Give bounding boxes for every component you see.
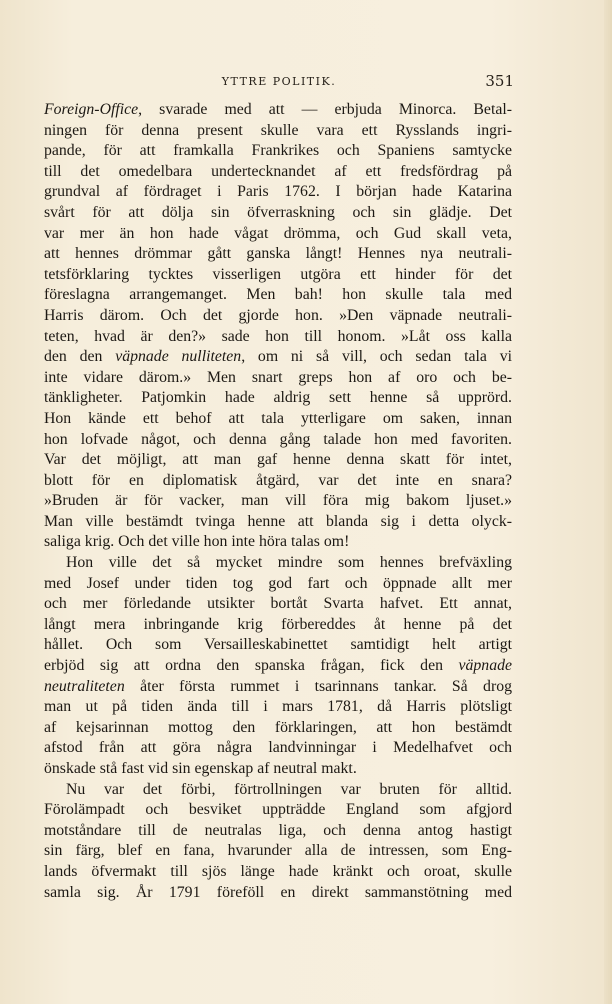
- text-line: [44, 780, 512, 801]
- text-segment: motståndare till de neutralas liga, och denna antog hastigt: [44, 821, 512, 839]
- text-segment: långt mera inbringande krig förbereddes åt henne på det: [44, 615, 512, 633]
- text-line: [44, 450, 512, 471]
- text-line: [44, 697, 512, 718]
- text-line: [44, 553, 512, 574]
- text-segment: afstod från att göra några landvinningar i Medelhafvet och: [44, 739, 512, 757]
- text-segment: föreslagna arrangemanget. Men bah! hon skulle tala med: [44, 286, 512, 304]
- text-line: [44, 574, 512, 595]
- text-line: [44, 862, 512, 883]
- text-line: [44, 203, 512, 224]
- text-line: [44, 635, 512, 656]
- text-line: [44, 656, 512, 677]
- text-segment: Harris därom. Och det gjorde hon. »Den väpnade neutrali-: [44, 306, 512, 324]
- text-line: [44, 883, 512, 904]
- text-segment: till det omedelbara undertecknandet af ett fredsfördrag på: [44, 162, 512, 180]
- running-title: YTTRE POLITIK.: [221, 75, 337, 88]
- text-line: [44, 430, 512, 451]
- text-line: [44, 368, 512, 389]
- text-line: [44, 718, 512, 739]
- text-line: [44, 512, 512, 533]
- text-segment: hållet. Och som Versailleskabinettet samtidigt helt artigt: [44, 636, 512, 654]
- text-line: [44, 677, 512, 698]
- text-segment: »Bruden är för vacker, man vill föra mig bakom ljuset.»: [44, 492, 512, 510]
- text-segment: ningen för denna present skulle vara ett Rysslands ingri-: [44, 121, 512, 139]
- text-line: [44, 182, 512, 203]
- text-segment: samla sig. År 1791 föreföll en direkt sammanstötning med: [44, 883, 512, 901]
- text-line: [44, 821, 512, 842]
- text-line: [44, 306, 512, 327]
- text-segment: tetsförklaring tycktes visserligen utgöra ett hinder för det: [44, 265, 512, 283]
- text-line: [44, 491, 512, 512]
- text-segment: var mer än hon hade vågat drömma, och Gud skall veta,: [44, 224, 512, 242]
- text-segment: Förolämpadt och besviket uppträdde England som afgjord: [44, 801, 512, 819]
- text-line: [44, 738, 512, 759]
- text-line: [44, 285, 512, 306]
- text-segment: sin färg, blef en fana, hvarunder alla de intressen, som Eng-: [44, 842, 512, 860]
- text-line: [44, 162, 512, 183]
- text-line: [44, 327, 512, 348]
- italic-segment: väpnade nulliteten: [115, 348, 242, 366]
- page-number: 351: [485, 72, 514, 90]
- text-line: [44, 800, 512, 821]
- text-line: [44, 388, 512, 409]
- page-header: [44, 72, 514, 92]
- text-segment: svårt för att dölja sin öfverraskning och sin glädje. Det: [44, 203, 512, 221]
- text-segment: teten, hvad är den?» sade hon till honom. »Låt oss kalla: [44, 327, 512, 345]
- text-line: [44, 100, 512, 121]
- text-segment: hon lofvade något, och denna gång talade hon med favoriten.: [44, 430, 512, 448]
- text-segment: , svarade med att — erbjuda Minorca. Betal-: [138, 101, 512, 118]
- text-line: [44, 265, 512, 286]
- text-line: [44, 409, 512, 430]
- text-segment: den den: [44, 348, 116, 366]
- text-segment: grundval af fördraget i Paris 1762. I början hade Katarina: [44, 183, 512, 201]
- text-line: [44, 347, 512, 368]
- text-line: [44, 841, 512, 862]
- text-line: [44, 532, 512, 553]
- text-line: [44, 141, 512, 162]
- text-segment: pande, för att framkalla Frankrikes och Spaniens samtycke: [44, 142, 512, 160]
- italic-segment: väpnade: [458, 657, 512, 675]
- text-line: [44, 594, 512, 615]
- text-line: [44, 615, 512, 636]
- text-segment: önskade stå fast vid sin egenskap af neutral makt.: [44, 760, 357, 777]
- body-text: [44, 100, 512, 903]
- text-line: [44, 224, 512, 245]
- text-line: [44, 471, 512, 492]
- text-segment: lands öfvermakt till sjös länge hade kränkt och oroat, skulle: [44, 862, 512, 880]
- text-segment: Hon kände ett behof att tala ytterligare om saken, innan: [44, 409, 512, 427]
- text-segment: att hennes drömmar gått ganska långt! Hennes nya neutrali-: [44, 245, 512, 263]
- text-segment: blott för en diplomatisk åtgärd, var det inte en snara?: [44, 471, 512, 489]
- text-segment: tänkligheter. Patjomkin hade aldrig sett henne så upprörd.: [44, 389, 512, 407]
- italic-segment: neutraliteten: [44, 677, 125, 695]
- text-segment: erbjöd sig att ordna den spanska frågan, fick den: [44, 657, 459, 675]
- text-segment: åter första rummet i tsarinnans tankar. Så drog: [124, 677, 512, 695]
- text-segment: och mer förledande utsikter bortåt Svarta hafvet. Ett annat,: [44, 595, 512, 613]
- text-segment: man ut på tiden ända till i mars 1781, då Harris plötsligt: [44, 698, 512, 716]
- italic-segment: Foreign-Office: [44, 101, 139, 118]
- text-segment: af kejsarinnan mottog den förklaringen, att hon bestämdt: [44, 718, 512, 736]
- text-segment: Nu var det förbi, förtrollningen var bruten för alltid.: [66, 780, 512, 798]
- page-edge: [604, 0, 612, 1004]
- text-segment: , om ni så vill, och sedan tala vi: [241, 348, 512, 366]
- text-segment: inte vidare därom.» Men snart greps hon af oro och be-: [44, 368, 512, 386]
- text-line: [44, 244, 512, 265]
- text-segment: Hon ville det så mycket mindre som hennes brefväxling: [66, 554, 512, 572]
- text-segment: saliga krig. Och det ville hon inte höra talas om!: [44, 533, 350, 551]
- text-line: [44, 121, 512, 142]
- text-segment: Var det möjligt, att man gaf henne denna skatt för intet,: [44, 451, 512, 469]
- text-line: [44, 759, 512, 780]
- text-segment: Man ville bestämdt tvinga henne att blanda sig i detta olyck-: [44, 512, 512, 530]
- text-segment: med Josef under tiden tog god fart och öppnade allt mer: [44, 574, 512, 592]
